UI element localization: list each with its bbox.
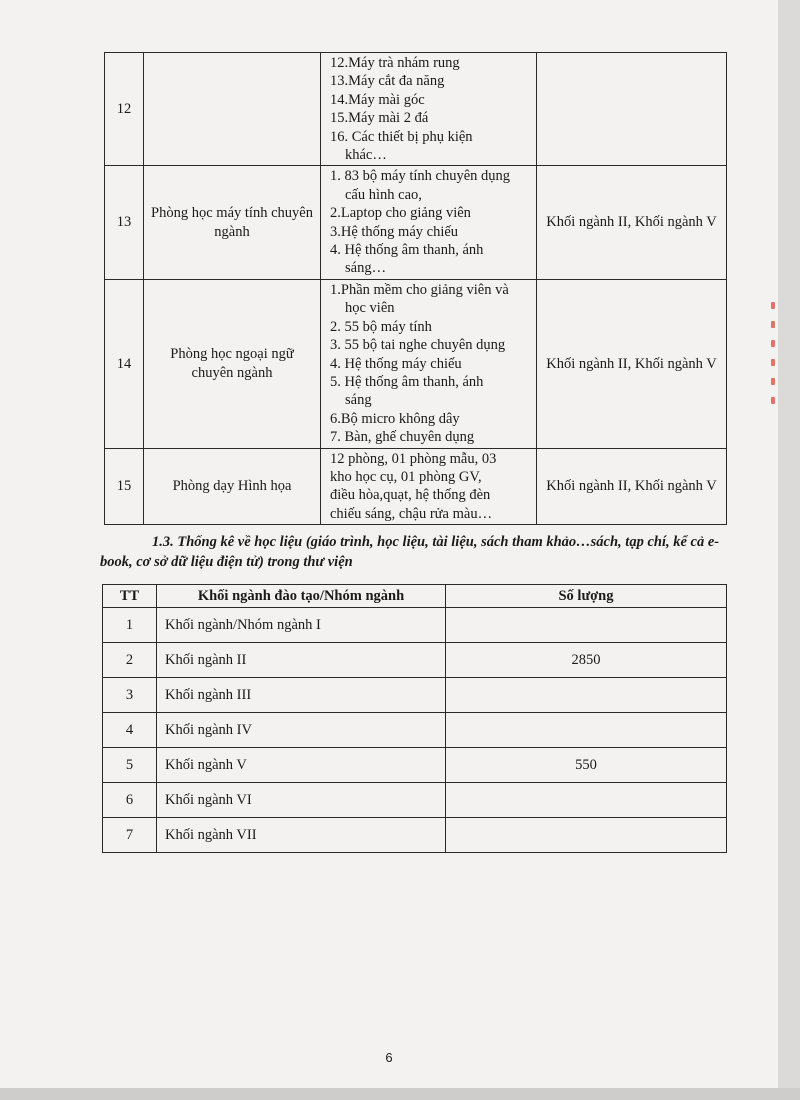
equipment-item: 4. Hệ thống âm thanh, ánh [330, 242, 484, 259]
row-number: 14 [105, 279, 144, 448]
materials-row [103, 678, 727, 713]
quantity [446, 678, 727, 713]
equipment-item: 14.Máy mài góc [330, 91, 425, 108]
quantity [446, 608, 727, 643]
training-blocks [537, 53, 727, 166]
row-number: 12 [105, 53, 144, 166]
header-block: Khối ngành đào tạo/Nhóm ngành [157, 585, 446, 608]
materials-row [103, 643, 727, 678]
materials-row [103, 608, 727, 643]
equipment-list [321, 448, 537, 525]
equipment-item: sáng… [345, 260, 387, 277]
stamp-edge-mark [765, 290, 779, 440]
training-blocks: Khối ngành II, Khối ngành V [537, 166, 727, 279]
equipment-list [321, 279, 537, 448]
scan-edge-bottom [0, 1088, 800, 1100]
row-number: 13 [105, 166, 144, 279]
equipment-item: 16. Các thiết bị phụ kiện [330, 128, 473, 145]
equipment-row [105, 53, 727, 166]
equipment-row [105, 448, 727, 525]
equipment-item: kho học cụ, 01 phòng GV, [330, 468, 482, 485]
materials-row [103, 783, 727, 818]
equipment-item: sáng [345, 392, 372, 409]
block-name: Khối ngành VII [157, 818, 446, 853]
row-tt: 3 [103, 678, 157, 713]
materials-row [103, 713, 727, 748]
room-name: Phòng dạy Hình họa [144, 448, 321, 525]
quantity [446, 713, 727, 748]
equipment-item: khác… [345, 147, 387, 164]
quantity: 2850 [446, 643, 727, 678]
quantity [446, 783, 727, 818]
block-name: Khối ngành II [157, 643, 446, 678]
equipment-item: 2. 55 bộ máy tính [330, 318, 432, 335]
materials-header-row [103, 585, 727, 608]
equipment-item: cấu hình cao, [345, 186, 422, 203]
equipment-item: 12.Máy trà nhám rung [330, 55, 460, 71]
block-name: Khối ngành V [157, 748, 446, 783]
equipment-item: học viên [345, 300, 395, 317]
materials-row [103, 818, 727, 853]
row-tt: 5 [103, 748, 157, 783]
equipment-item: 2.Laptop cho giảng viên [330, 205, 471, 222]
equipment-table [104, 52, 727, 525]
block-name: Khối ngành IV [157, 713, 446, 748]
room-name [144, 53, 321, 166]
room-name: Phòng học ngoại ngữ chuyên ngành [144, 279, 321, 448]
equipment-item: 5. Hệ thống âm thanh, ánh [330, 373, 484, 390]
row-tt: 2 [103, 643, 157, 678]
row-tt: 1 [103, 608, 157, 643]
equipment-item: 7. Bàn, ghế chuyên dụng [330, 429, 475, 446]
equipment-item: 4. Hệ thống máy chiếu [330, 355, 462, 372]
materials-row [103, 748, 727, 783]
equipment-item: 1.Phần mềm cho giảng viên và [330, 281, 509, 298]
training-blocks: Khối ngành II, Khối ngành V [537, 448, 727, 525]
block-name: Khối ngành III [157, 678, 446, 713]
equipment-row [105, 279, 727, 448]
page-number: 6 [385, 1050, 393, 1065]
quantity [446, 818, 727, 853]
equipment-item: 13.Máy cắt đa năng [330, 73, 445, 90]
equipment-item: 1. 83 bộ máy tính chuyên dụng [330, 168, 511, 185]
block-name: Khối ngành/Nhóm ngành I [157, 608, 446, 643]
equipment-item: chiếu sáng, chậu rửa màu… [330, 505, 493, 522]
training-blocks: Khối ngành II, Khối ngành V [537, 279, 727, 448]
equipment-item: điều hòa,quạt, hệ thống đèn [330, 487, 491, 504]
row-tt: 4 [103, 713, 157, 748]
equipment-item: 6.Bộ micro không dây [330, 410, 460, 427]
materials-table [102, 584, 727, 853]
row-tt: 7 [103, 818, 157, 853]
room-name: Phòng học máy tính chuyên ngành [144, 166, 321, 279]
equipment-list [321, 166, 537, 279]
header-quantity: Số lượng [446, 585, 727, 608]
section-heading: 1.3. Thống kê về học liệu (giáo trình, học liệu, tài liệu, sách tham khảo…sách, tạp chí, kể cả e-book, cơ sở dữ liệu điện tử) trong thư viện [100, 534, 720, 570]
row-number: 15 [105, 448, 144, 525]
scan-edge-right [778, 0, 800, 1100]
equipment-item: 3.Hệ thống máy chiếu [330, 223, 459, 240]
quantity: 550 [446, 748, 727, 783]
equipment-item: 3. 55 bộ tai nghe chuyên dụng [330, 337, 506, 354]
equipment-list [321, 53, 537, 166]
equipment-item: 15.Máy mài 2 đá [330, 110, 429, 127]
equipment-item: 12 phòng, 01 phòng mẫu, 03 [330, 450, 497, 467]
row-tt: 6 [103, 783, 157, 818]
header-tt: TT [103, 585, 157, 608]
block-name: Khối ngành VI [157, 783, 446, 818]
equipment-row [105, 166, 727, 279]
